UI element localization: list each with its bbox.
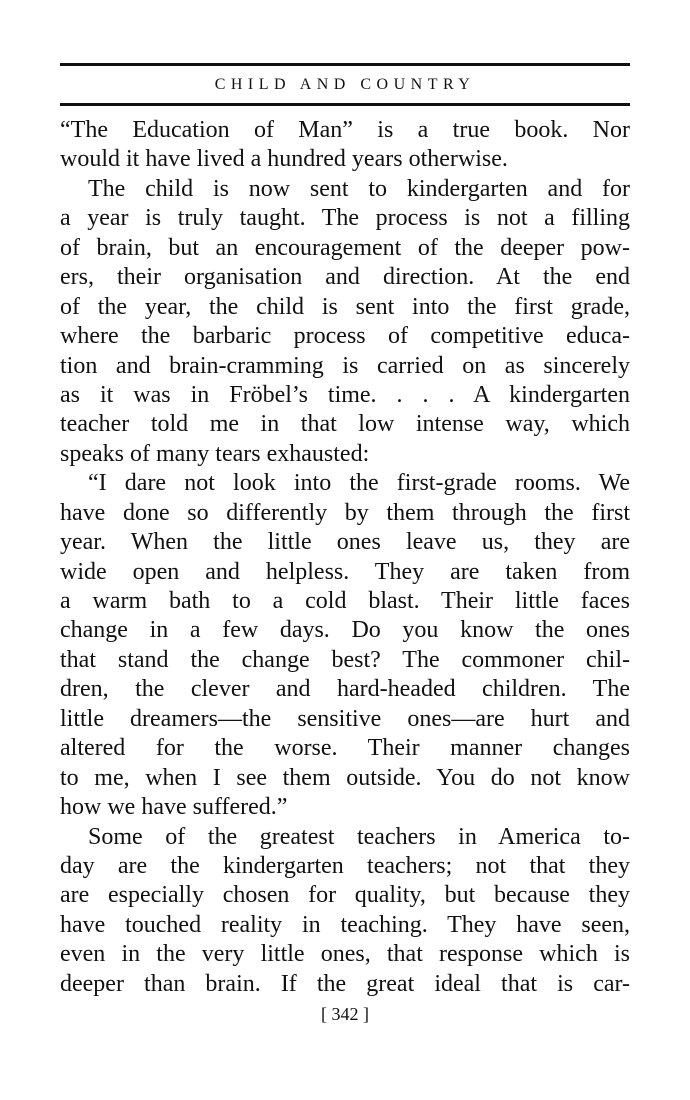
text-line: a warm bath to a cold blast. Their little faces [60,588,630,614]
page-number: [ 342 ] [321,1004,369,1024]
page-body-text [60,116,630,999]
text-line: little dreamers—the sensitive ones—are hurt and [60,705,630,732]
text-line: have touched reality in teaching. They have seen, [60,911,630,938]
text-line: altered for the worse. Their manner changes [60,735,630,762]
text-line: would it have lived a hundred years otherwise. [60,146,508,173]
text-line: year. When the little ones leave us, they are [60,529,630,556]
running-head-title: CHILD AND COUNTRY [214,76,476,93]
text-line: to me, when I see them outside. You do not know [60,764,630,791]
text-line: dren, the clever and hard-headed children. The [60,676,630,703]
text-line: a year is truly taught. The process is not a filling [60,205,630,232]
text-line: speaks of many tears exhausted: [60,440,370,467]
text-line: that stand the change best? The commoner chil- [60,646,630,673]
text-line: ers, their organisation and direction. At the end [60,264,630,291]
header-rule-top [60,63,630,66]
text-line: have done so differently by them through the first [60,499,630,526]
text-line: deeper than brain. If the great ideal that is car- [60,970,630,997]
text-line: even in the very little ones, that response which is [60,941,630,968]
text-line: Some of the greatest teachers in America to- [88,823,630,850]
header-rule-bottom [60,103,630,106]
text-line: of brain, but an encouragement of the deeper pow- [60,234,630,261]
text-line: “The Education of Man” is a true book. Nor [60,117,630,143]
text-line: are especially chosen for quality, but because they [60,882,630,909]
text-line: of the year, the child is sent into the first grade, [60,293,630,320]
text-line: “I dare not look into the first-grade rooms. We [88,470,630,497]
text-line: teacher told me in that low intense way, which [60,411,630,438]
text-line: where the barbaric process of competitive educa- [60,323,630,350]
text-line: wide open and helpless. They are taken from [60,558,630,585]
text-line: day are the kindergarten teachers; not that they [60,852,630,879]
text-line: change in a few days. Do you know the ones [60,617,630,644]
text-line: The child is now sent to kindergarten and for [88,175,630,202]
text-line: how we have suffered.” [60,794,288,821]
text-line: as it was in Fröbel’s time. . . . A kindergarten [60,381,630,408]
text-line: tion and brain-cramming is carried on as sincerely [60,352,630,379]
